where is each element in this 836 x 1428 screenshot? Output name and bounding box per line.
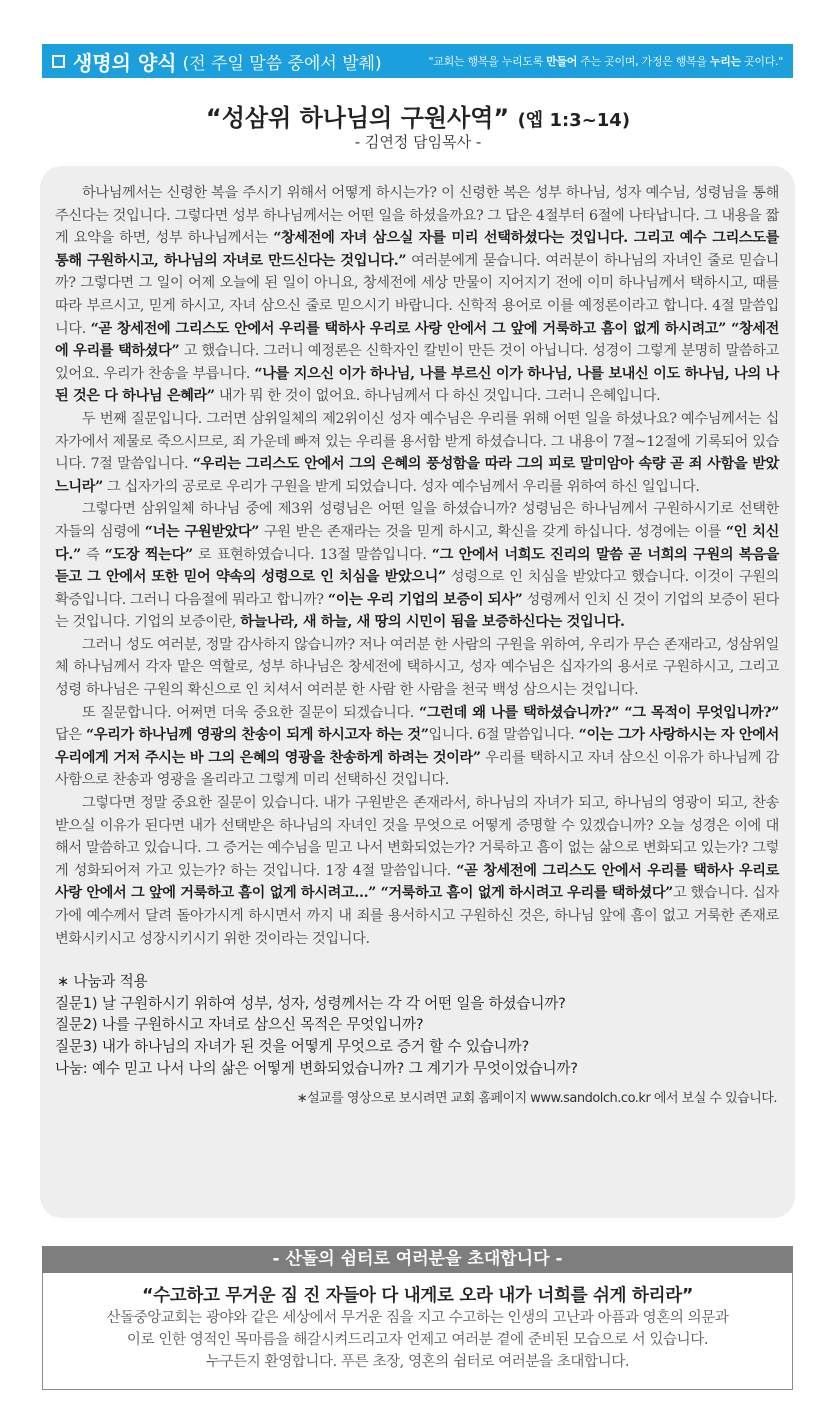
scripture-quote: “창세전에 자녀 삼으실 자를 미리 선택하셨다는 것입니다. 그리고 예수 그리스도를 통해 구원하시고, 하나님의 자녀로 만드신다는 것입니다.” xyxy=(55,230,779,269)
banner-motto xyxy=(429,53,783,69)
body-text: 구원 받은 존재라는 것을 믿게 하시고, 확신을 갖게 하십니다. 성경에는 이를 xyxy=(259,523,726,540)
sharing-application xyxy=(55,971,779,1079)
scripture-quote: “인 치신다.” xyxy=(55,523,779,563)
section-banner xyxy=(42,44,793,78)
body-text: 하나님께서는 신령한 복을 주시기 위해서 어떻게 하시는가? 이 신령한 복은 성부 하나님, 성자 예수님, 성령님을 통해 주신다는 것입니다. 그렇다면 성부 하나님께서는 어떤 일을 하셨을까요? 그 답은 4절부터 6절에 나타납니다. 그 내용을 짧게 요약을 하면, 성부 하나님께서는 xyxy=(55,185,779,247)
invite-line-1: 산돌중앙교회는 광야와 같은 세상에서 무거운 짐을 지고 수고하는 인생의 고난과 아픔과 영혼의 의문과 xyxy=(106,1310,729,1326)
invite-line-2: 이로 인한 영적인 목마름을 해갈시켜드리고자 언제고 여러분 곁에 준비된 모습으로 서 있습니다. xyxy=(126,1332,709,1348)
body-text: 여러분에게 묻습니다. 여러분이 하나님의 자녀인 줄로 믿습니까? 그렇다면 그 일이 어제 오늘에 된 일이 아니요, 창세전에 세상 만물이 지어지기 전에 이미 하나님께서 택하시고, 때를 따라 부르시고, 믿게 하시고, 자녀 삼으신 줄로 믿으시기 바랍니다. 신학적 용어로 이를 예정론이라고 합니다. 4절 말씀입니다. xyxy=(55,252,779,337)
motto-emphasis: 누리는 xyxy=(709,55,741,68)
sermon-title-text: “성삼위 하나님의 구원사역” xyxy=(205,104,510,132)
paragraph-5 xyxy=(55,702,779,792)
scripture-quote: “우리는 그리스도 안에서 그의 은혜의 풍성함을 따라 그의 피로 말미암아 속량 곧 죄 사함을 받았느니라” xyxy=(55,456,779,495)
body-text: 그렇다면 삼위일체 하나님 중에 제3위 성령님은 어떤 일을 하셨습니까? 성령님은 하나님께서 구원하시기로 선택한 자들의 심령에 xyxy=(55,501,779,540)
invite-quote: “수고하고 무거운 짐 진 자들아 다 내게로 오라 내가 너희를 쉬게 하리라” xyxy=(141,1286,694,1306)
body-text: 답은 xyxy=(55,727,87,744)
banner-subtitle: (전 주일 말씀 중에서 발췌) xyxy=(182,53,382,74)
sharing-heading: ∗ 나눔과 적용 xyxy=(57,973,148,991)
sermon-title xyxy=(0,98,836,133)
motto-emphasis: 만들어 xyxy=(546,55,578,68)
answer-quote: “우리가 하나님께 영광의 찬송이 되게 하시고자 하는 것” xyxy=(86,727,429,744)
motto-text: 곳이다." xyxy=(740,55,783,68)
scripture-quote: “나를 지으신 이가 하나님, 나를 부르신 이가 하나님, 나를 보내신 이도 하나님, 나의 나 된 것은 다 하나님 은혜라” xyxy=(55,365,779,405)
body-text: 성령으로 인 치심을 받았다고 했습니다. 이것이 구원의 확증입니다. 그러니 다음절에 뭐라고 합니까? xyxy=(55,569,780,608)
sharing-prompt: 나눔: 예수 믿고 나서 나의 삶은 어떻게 변화되었습니까? 그 계기가 무엇이었습니까? xyxy=(55,1059,578,1077)
scripture-quote: “이는 그가 사랑하시는 자 안에서 우리에게 거저 주시는 바 그의 은혜의 영광을 찬송하게 하려는 것이라” xyxy=(55,727,779,766)
body-text: 로 표현하였습니다. 13절 말씀입니다. xyxy=(192,546,432,563)
body-text: 우리를 택하시고 자녀 삼으신 이유가 하나님께 감사함으로 찬송과 영광을 올리라고 그렇게 미리 선택하신 것입니다. xyxy=(55,749,779,789)
question-2: 질문2) 나를 구원하시고 자녀로 삼으신 목적은 무엇입니까? xyxy=(55,1016,424,1034)
body-text: 입니다. 6절 말씀입니다. xyxy=(428,727,579,744)
scripture-quote: “이는 우리 기업의 보증이 되사” xyxy=(327,591,523,608)
sermon-body xyxy=(40,166,795,1218)
body-text: 고 했습니다. 십자가에 예수께서 달려 돌아가시게 하시면서 까지 내 죄를 용서하시고 구원하신 것은, 하나님 앞에 흠이 없고 거룩한 존재로 변화시키시고 성장시키시기 위한 것이라는 것입니다. xyxy=(55,885,779,947)
body-text: 그 십자가의 공로로 우리가 구원을 받게 되었습니다. 성자 예수님께서 우리를 위하여 하신 일입니다. xyxy=(102,478,700,495)
question-quote: “그런데 왜 나를 택하셨습니까?” “그 목적이 무엇입니까?” xyxy=(418,704,779,721)
scripture-quote: “곧 창세전에 그리스도 안에서 우리를 택하사 우리로 사랑 안에서 그 앞에 거룩하고 흠이 없게 하시려고…” “거룩하고 흠이 없게 하시려고 우리를 택하셨다” xyxy=(55,862,779,902)
emphasis-text: 하늘나라, 새 하늘, 새 땅의 시민이 됨을 보증하신다는 것입니다. xyxy=(240,614,625,631)
motto-text: "교회는 행복을 누리도록 xyxy=(428,55,547,68)
body-text: 즉 xyxy=(80,546,105,563)
video-footnote: ∗설교를 영상으로 보시려면 교회 홈페이지 www.sandolch.co.kr 에서 보실 수 있습니다. xyxy=(296,1091,777,1107)
paragraph-3 xyxy=(55,498,779,634)
question-1: 질문1) 날 구원하시기 위하여 성부, 성자, 성령께서는 각 각 어떤 일을 하셨습니까? xyxy=(55,994,566,1012)
invite-header: - 산돌의 쉼터로 여러분을 초대합니다 - xyxy=(42,1246,793,1273)
paragraph-2 xyxy=(55,408,779,498)
banner-title: 생명의 양식 xyxy=(73,50,177,75)
scripture-quote: “그 안에서 너희도 진리의 말씀 곧 너희의 구원의 복음을 듣고 그 안에서 또한 믿어 약속의 성령으로 인 치심을 받았으니” xyxy=(55,546,779,586)
scripture-quote: “너는 구원받았다” xyxy=(144,523,260,540)
body-text: 두 번째 질문입니다. 그러면 삼위일체의 제2위이신 성자 예수님은 우리를 위해 어떤 일을 하셨나요? 예수님께서는 십자가에서 제물로 죽으시므로, 죄 가운데 빠져 있는 우리를 용서함 받게 하셨습니다. 그 내용이 7절~12절에 기록되어 있습니다. 7절 말씀입니다. xyxy=(55,410,779,473)
invite-line-3: 누구든지 환영합니다. 푸른 초장, 영혼의 쉼터로 여러분을 초대합니다. xyxy=(205,1354,630,1370)
square-icon xyxy=(52,55,65,68)
body-text: 그렇다면 정말 중요한 질문이 있습니다. 내가 구원받은 존재라서, 하나님의 자녀가 되고, 하나님의 영광이 되고, 찬송 받으실 이유가 된다면 내가 선택받은 하나님의 자녀인 것을 무엇으로 어떻게 증명할 수 있겠습니까? 오늘 성경은 이에 대해서 말씀하고 있습니다. 그 증거는 예수님을 믿고 나서 변화되었는가? 거룩하고 흠이 없는 삶으로 변화되고 있는가? 그렇게 성화되어져 가고 있는가? 하는 것입니다. 1장 4절 말씀입니다. xyxy=(55,795,779,879)
body-text: 내가 뭐 한 것이 없어요. 하나님께서 다 하신 것입니다. 그러니 은혜입니다. xyxy=(214,388,661,405)
paragraph-6 xyxy=(55,792,779,950)
preacher-name: - 김연정 담임목사 - xyxy=(354,133,482,151)
body-text: 고 했습니다. 그러니 예정론은 신학자인 칼빈이 만든 것이 아닙니다. 성경이 그렇게 분명히 말씀하고 있어요. 우리가 찬송을 부릅니다. xyxy=(55,343,779,382)
paragraph-4: 그러니 성도 여러분, 정말 감사하지 않습니까? 저나 여러분 한 사람의 구원을 위하여, 우리가 무슨 존재라고, 성삼위일체 하나님께서 각자 맡은 역할로, 성부 하나님은 창세전에 택하시고, 성자 예수님은 십자가의 용서로 구원하시고, 그리고 성령 하나님은 구원의 확신으로 인 치셔서 여러분 한 사람 한 사람을 천국 백성 삼으시는 것입니다. xyxy=(55,636,779,699)
paragraph-1 xyxy=(55,182,779,408)
invite-box xyxy=(42,1273,793,1390)
body-text: 성령께서 인치 신 것이 기업의 보증이 된다는 것입니다. 기업의 보증이란, xyxy=(55,591,779,631)
scripture-quote: “곧 창세전에 그리스도 안에서 우리를 택하사 우리로 사랑 안에서 그 앞에 거룩하고 흠이 없게 하시려고” “창세전에 우리를 택하셨다” xyxy=(55,320,780,360)
question-3: 질문3) 내가 하나님의 자녀가 된 것을 어떻게 무엇으로 증거 할 수 있습니까? xyxy=(55,1037,529,1055)
motto-text: 주는 곳이며, 가정은 행복을 xyxy=(577,55,710,68)
scripture-quote: “도장 찍는다” xyxy=(104,546,193,563)
scripture-reference: (엡 1:3~14) xyxy=(517,110,631,131)
body-text: 또 질문합니다. 어쩌면 더욱 중요한 질문이 되겠습니다. xyxy=(82,704,419,721)
